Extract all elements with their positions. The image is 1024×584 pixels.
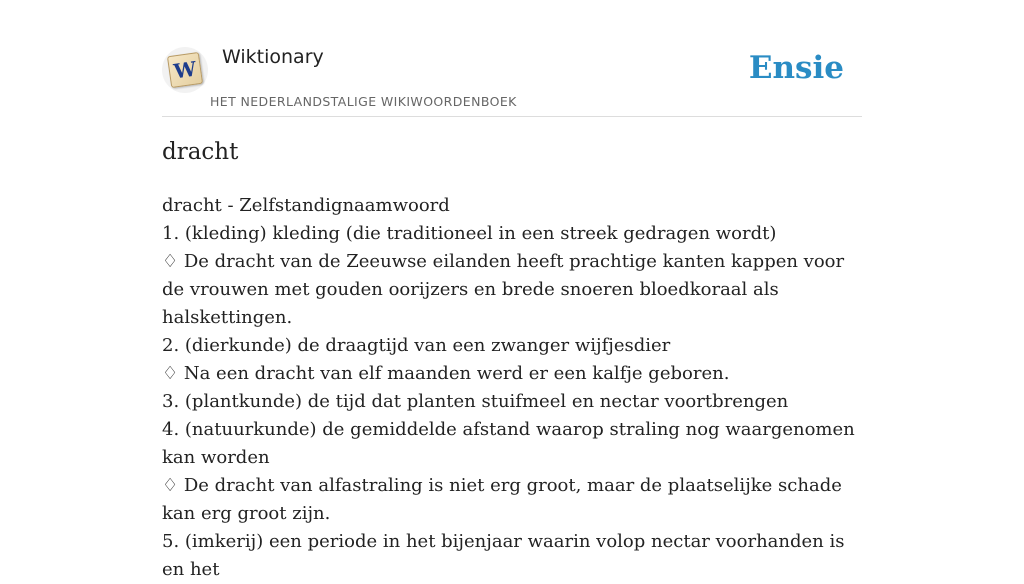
definition-line: 3. (plantkunde) de tijd dat planten stuifmeel en nectar voortbrengen xyxy=(162,391,789,412)
wiktionary-logo-icon[interactable] xyxy=(162,47,208,93)
example-line: ♢ Na een dracht van elf maanden werd er een kalfje geboren. xyxy=(162,363,730,384)
logo-tile xyxy=(167,52,203,88)
site-subtitle: HET NEDERLANDSTALIGE WIKIWOORDENBOEK xyxy=(210,94,517,109)
brand-logo[interactable]: Ensie xyxy=(748,50,844,86)
example-line: ♢ De dracht van de Zeeuwse eilanden heeft prachtige kanten kappen voor de vrouwen met gouden oorijzers en brede snoeren bloedkoraal als halskettingen. xyxy=(162,251,845,328)
entry-heading-line: dracht - Zelfstandignaamwoord xyxy=(162,195,450,216)
page-title: dracht xyxy=(162,139,239,165)
site-header xyxy=(162,0,862,117)
example-line: ♢ De dracht van alfastraling is niet erg groot, maar de plaatselijke schade kan erg groot zijn. xyxy=(162,475,842,524)
logo-letter: W xyxy=(172,56,198,84)
definition-body xyxy=(162,192,862,584)
definition-line: 2. (dierkunde) de draagtijd van een zwanger wijfjesdier xyxy=(162,335,671,356)
definition-line: 4. (natuurkunde) de gemiddelde afstand waarop straling nog waargenomen kan worden xyxy=(162,419,855,468)
definition-line: 5. (imkerij) een periode in het bijenjaar waarin volop nectar voorhanden is en het xyxy=(162,531,845,580)
site-title[interactable]: Wiktionary xyxy=(222,46,324,68)
page-container xyxy=(162,0,862,580)
definition-line: 1. (kleding) kleding (die traditioneel in een streek gedragen wordt) xyxy=(162,223,777,244)
